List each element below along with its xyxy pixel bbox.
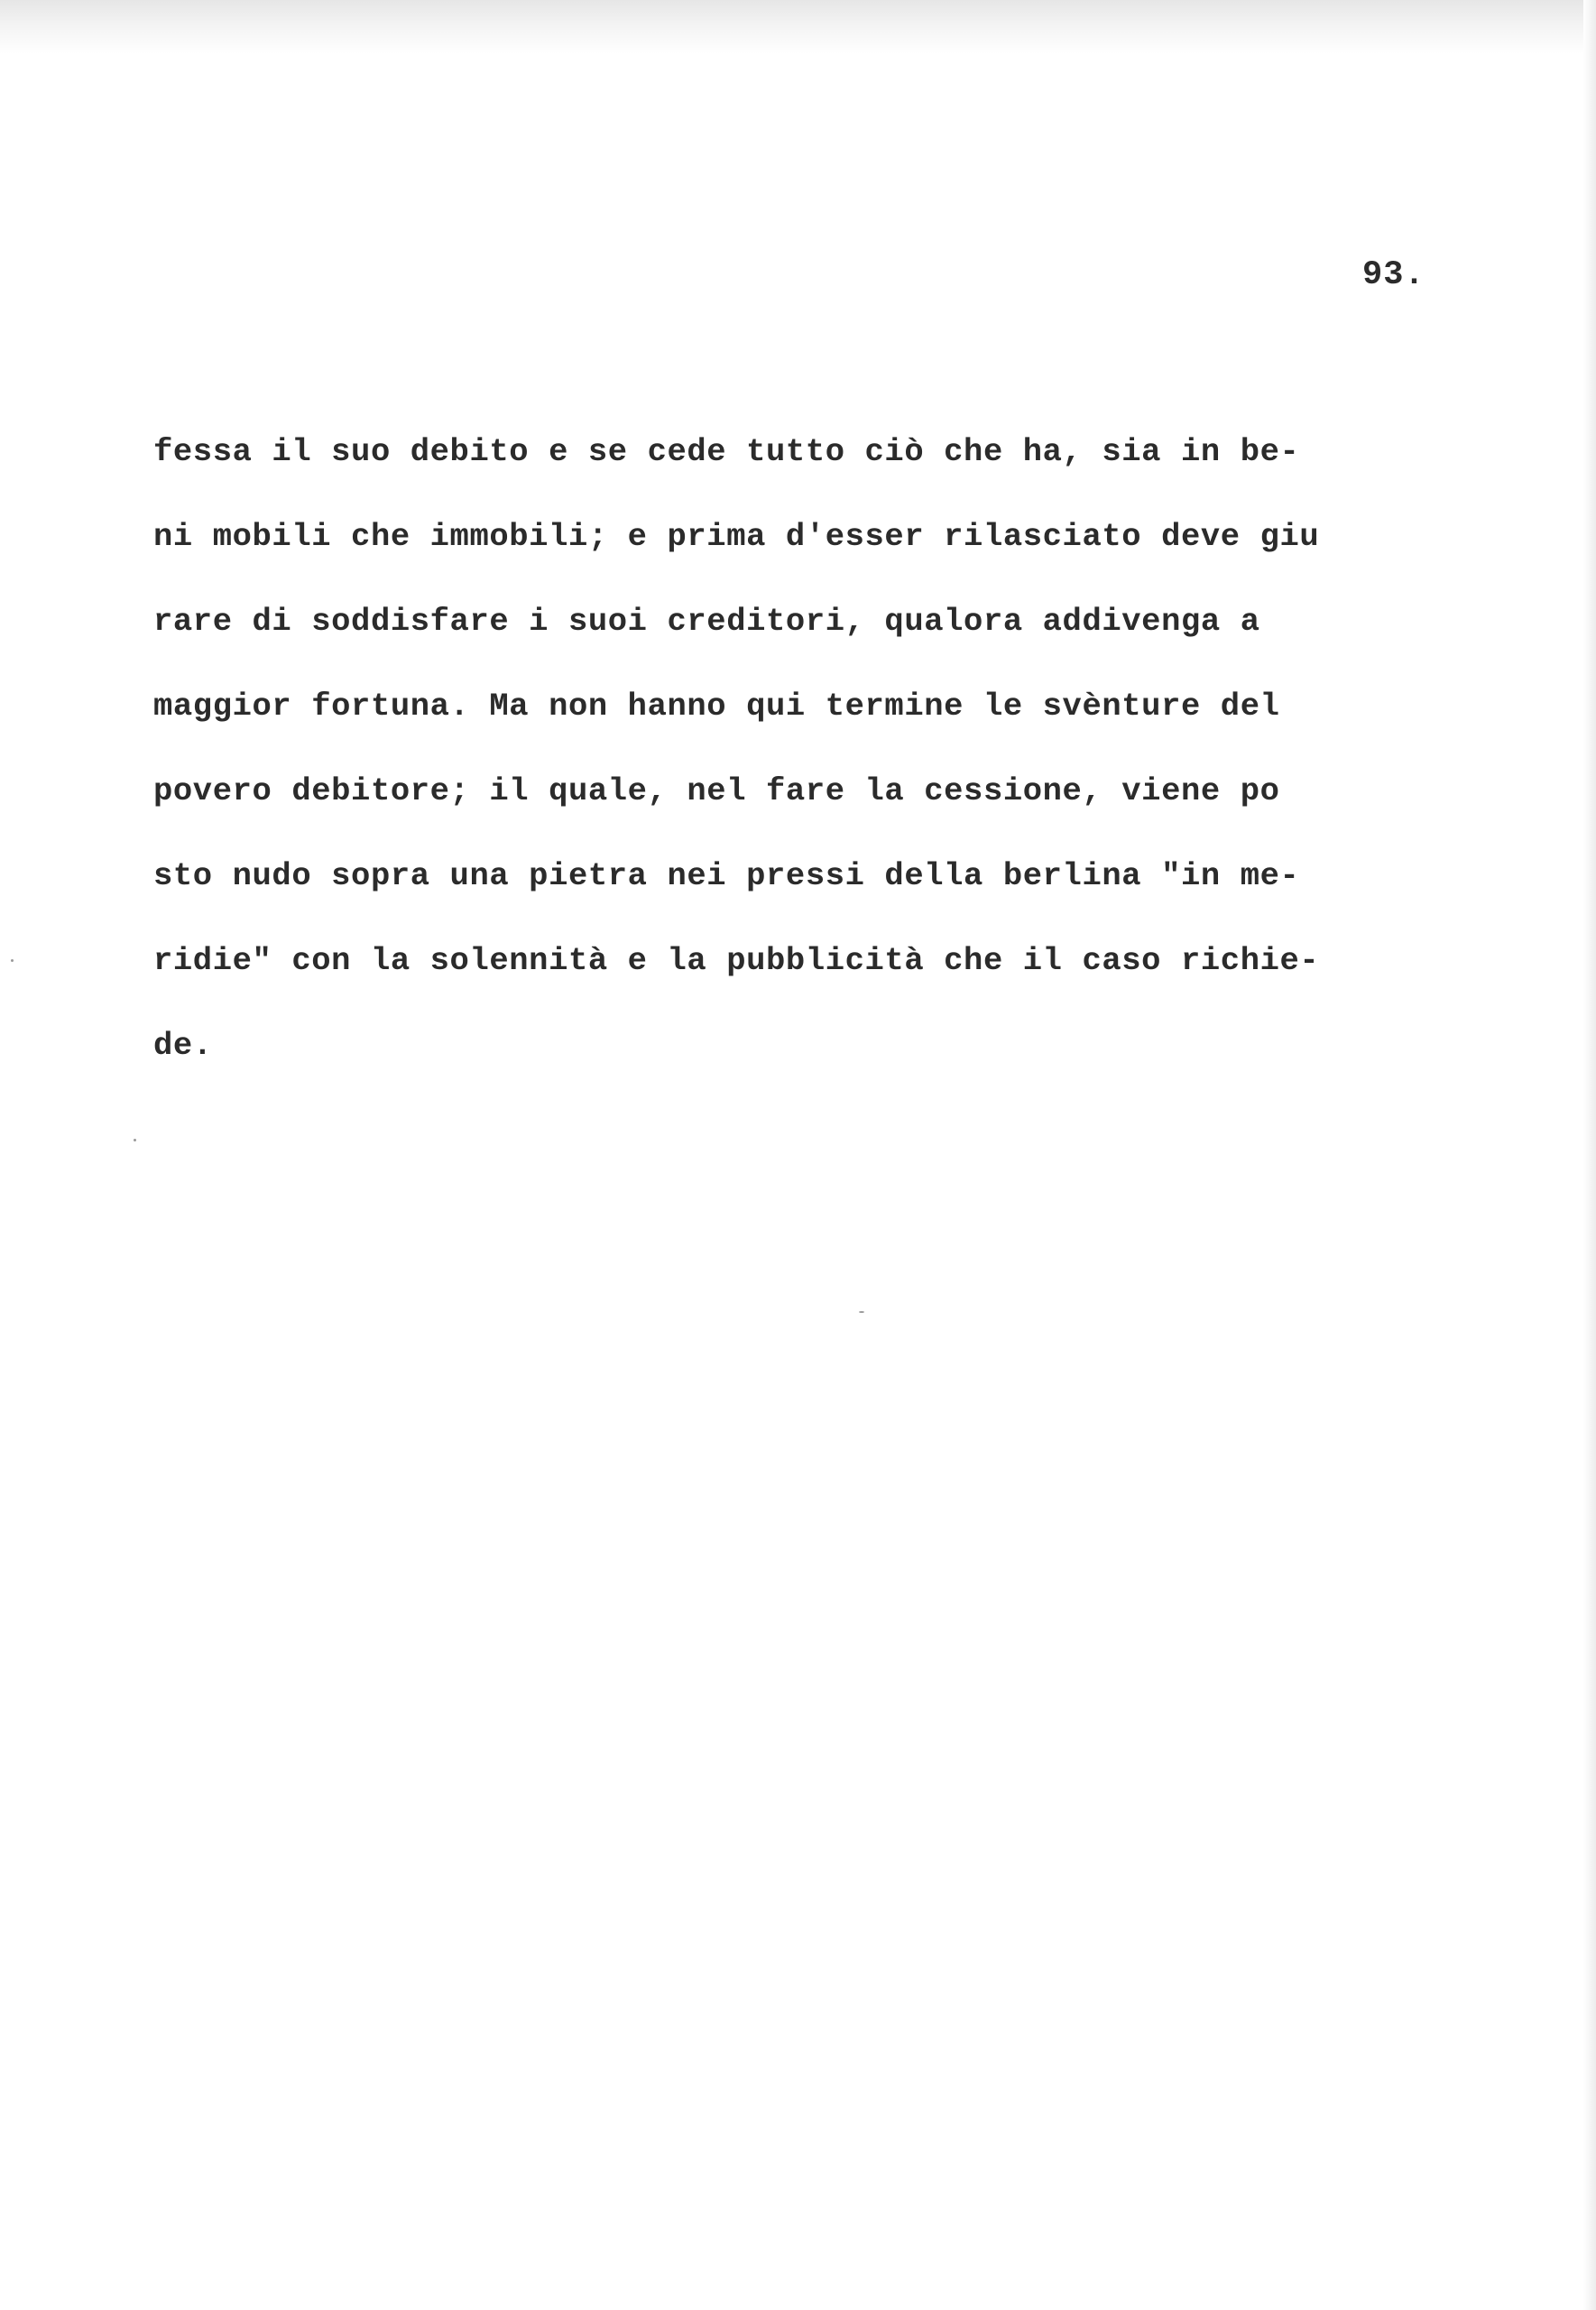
scan-shadow-top [0, 0, 1596, 54]
text-line: rare di soddisfare i suoi creditori, qualora addivenga a [153, 603, 1260, 640]
paper-speck [134, 1139, 136, 1141]
text-line: ni mobili che immobili; e prima d'esser rilasciato deve giu [153, 518, 1320, 555]
text-line: ridie" con la solennità e la pubblicità che il caso richie- [153, 942, 1320, 979]
text-line: povero debitore; il quale, nel fare la cessione, viene po [153, 772, 1280, 809]
text-line: fessa il suo debito e se cede tutto ciò che ha, sia in be- [153, 433, 1300, 470]
page-number: 93. [1362, 256, 1425, 294]
scan-shadow-right [1583, 0, 1596, 2310]
paper-speck [11, 959, 14, 962]
paper-speck [859, 1311, 864, 1313]
text-line: sto nudo sopra una pietra nei pressi della berlina "in me- [153, 857, 1300, 894]
text-line: maggior fortuna. Ma non hanno qui termine le svènture del [153, 688, 1280, 725]
text-line: de. [153, 1027, 213, 1064]
typed-paragraph [153, 431, 1453, 1110]
